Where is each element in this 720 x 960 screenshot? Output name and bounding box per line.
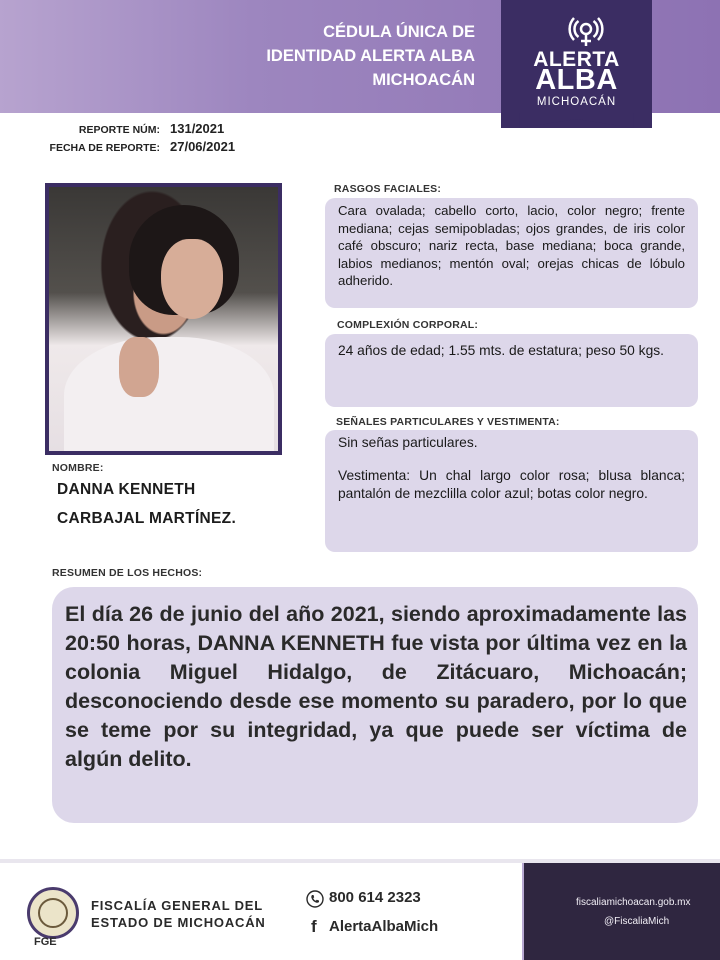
facebook-handle[interactable]: AlertaAlbaMich — [329, 918, 439, 935]
website-link[interactable]: fiscaliamichoacan.gob.mx — [576, 897, 691, 908]
title-line: MICHOACÁN — [372, 71, 475, 89]
phone-number[interactable]: 800 614 2323 — [329, 889, 421, 906]
person-name-line2: CARBAJAL MARTÍNEZ. — [57, 510, 237, 527]
marks-text: Sin señas particulares. — [338, 435, 478, 450]
summary-text: El día 26 de junio del año 2021, siendo aproximadamente las 20:50 horas, DANNA KENNETH fue vista por última vez en la colonia Miguel Hidalgo, de Zitácuaro, Michoacán; desconociendo desde ese momento su paradero, por lo que se teme por su integridad, ya que puede ser víctima de algún delito. — [65, 602, 687, 771]
facebook-icon: f — [311, 917, 317, 936]
badge-alba: ALBA — [535, 64, 618, 96]
marks-label: SEÑALES PARTICULARES Y VESTIMENTA: — [336, 416, 560, 428]
report-number-label: REPORTE NÚM: — [78, 124, 160, 136]
org-line2: ESTADO DE MICHOACÁN — [91, 915, 266, 930]
marks-box — [325, 430, 698, 552]
fge-seal-icon — [27, 887, 79, 939]
summary-box — [52, 587, 698, 823]
facial-features-box — [325, 198, 698, 308]
report-date-value: 27/06/2021 — [170, 139, 236, 154]
summary-label: RESUMEN DE LOS HECHOS: — [52, 567, 203, 579]
person-name-line1: DANNA KENNETH — [57, 481, 196, 498]
org-line1: FISCALÍA GENERAL DEL — [91, 898, 264, 913]
report-number-value: 131/2021 — [170, 121, 225, 136]
badge-alerta: ALERTA — [533, 48, 620, 71]
badge-michoacan: MICHOACÁN — [536, 96, 617, 108]
clothing-text: Vestimenta: Un chal largo color rosa; blusa blanca; pantalón de mezclilla color azul; botas color negro. — [338, 467, 685, 501]
phone-icon — [306, 890, 324, 908]
facial-features-label: RASGOS FACIALES: — [334, 183, 442, 195]
person-photo-frame — [45, 183, 282, 455]
footer-dark-panel — [524, 863, 720, 960]
twitter-handle[interactable]: @FiscaliaMich — [604, 916, 670, 927]
title-line: CÉDULA ÚNICA DE — [323, 23, 475, 41]
name-label: NOMBRE: — [52, 462, 104, 474]
build-label: COMPLEXIÓN CORPORAL: — [337, 319, 479, 331]
document-title — [266, 20, 475, 92]
organization-name — [91, 897, 266, 931]
seal-label: FGE — [34, 936, 57, 948]
build-box — [325, 334, 698, 407]
title-line: IDENTIDAD ALERTA ALBA — [266, 47, 475, 65]
report-date-label: FECHA DE REPORTE: — [49, 142, 160, 154]
person-photo — [49, 187, 278, 451]
badge-ribbon — [501, 113, 652, 128]
facial-features-text: Cara ovalada; cabello corto, lacio, color negro; frente mediana; cejas semipobladas; ojos grandes, de iris color café obscuro; nariz recta, base mediana; boca grande, labios medianos; mentón oval; orejas chicas de lóbulo adherido. — [338, 203, 685, 288]
build-text: 24 años de edad; 1.55 mts. de estatura; peso 50 kgs. — [338, 343, 664, 358]
